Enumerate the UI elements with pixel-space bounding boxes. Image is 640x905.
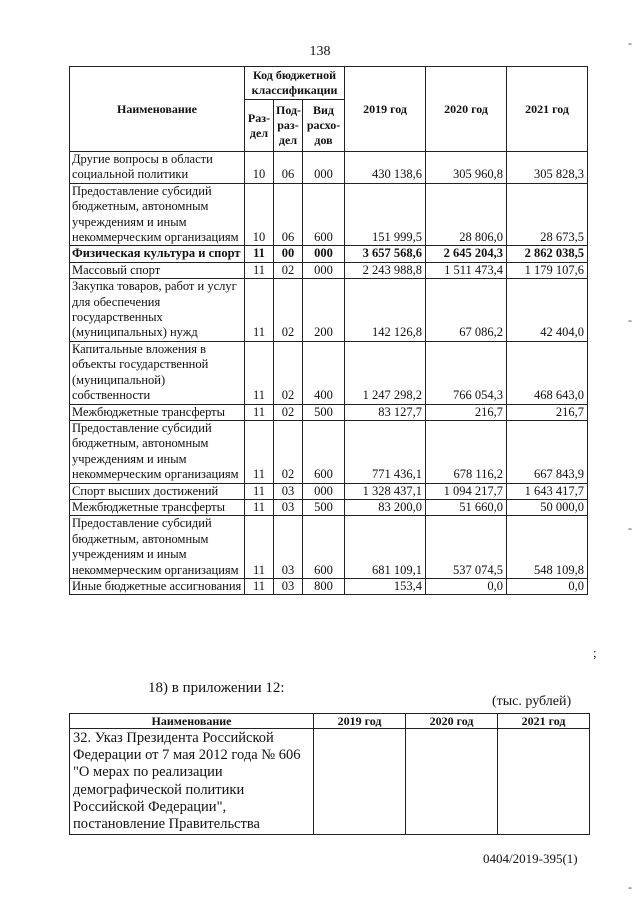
row-value-2021 — [498, 729, 590, 835]
trailing-semicolon: ; — [593, 645, 597, 660]
header-razdel: Раз- дел — [245, 100, 274, 152]
row-name: Спорт высших достижений — [70, 483, 245, 499]
table-row — [70, 341, 588, 404]
row-razdel: 11 — [245, 404, 274, 420]
header-name: Наименование — [70, 714, 314, 729]
row-value-2020: 2 645 204,3 — [426, 246, 507, 262]
row-value-2019: 3 657 568,6 — [345, 246, 426, 262]
row-podrazdel: 00 — [274, 246, 303, 262]
header-vid: Вид расхо- дов — [303, 100, 345, 152]
table-row — [70, 183, 588, 246]
row-vid: 500 — [303, 499, 345, 515]
table-row — [70, 152, 588, 184]
row-vid: 500 — [303, 404, 345, 420]
row-vid: 200 — [303, 279, 345, 342]
row-value-2020 — [406, 729, 498, 835]
row-value-2019: 2 243 988,8 — [345, 262, 426, 278]
row-razdel: 11 — [245, 246, 274, 262]
row-name: Физическая культура и спорт — [70, 246, 245, 262]
header-2020: 2020 год — [406, 714, 498, 729]
row-value-2020: 305 960,8 — [426, 152, 507, 184]
row-podrazdel: 02 — [274, 262, 303, 278]
row-podrazdel: 03 — [274, 499, 303, 515]
row-value-2020: 28 806,0 — [426, 183, 507, 246]
row-value-2019: 1 247 298,2 — [345, 341, 426, 404]
row-vid: 000 — [303, 483, 345, 499]
row-value-2019: 142 126,8 — [345, 279, 426, 342]
units-label: (тыс. рублей) — [492, 694, 572, 709]
row-vid: 600 — [303, 420, 345, 483]
row-razdel: 10 — [245, 152, 274, 184]
row-value-2019: 153,4 — [345, 578, 426, 594]
row-name: Межбюджетные трансферты — [70, 404, 245, 420]
table-row — [70, 246, 588, 262]
row-value-2020: 537 074,5 — [426, 516, 507, 579]
row-razdel: 11 — [245, 499, 274, 515]
row-value-2021: 28 673,5 — [507, 183, 588, 246]
row-value-2019: 151 999,5 — [345, 183, 426, 246]
row-value-2019: 83 127,7 — [345, 404, 426, 420]
row-name: Предоставление субсидий бюджетным, автономным учреждениям и иным некоммерческим организациям — [70, 420, 245, 483]
row-value-2021: 42 404,0 — [507, 279, 588, 342]
row-value-2020: 67 086,2 — [426, 279, 507, 342]
row-razdel: 11 — [245, 341, 274, 404]
row-name: Другие вопросы в области социальной политики — [70, 152, 245, 184]
row-value-2021: 667 843,9 — [507, 420, 588, 483]
row-name: Массовый спорт — [70, 262, 245, 278]
margin-mark: - — [628, 313, 632, 327]
row-razdel: 11 — [245, 516, 274, 579]
header-2019: 2019 год — [314, 714, 406, 729]
row-value-2020: 1 511 473,4 — [426, 262, 507, 278]
row-value-2021: 1 179 107,6 — [507, 262, 588, 278]
row-podrazdel: 03 — [274, 483, 303, 499]
header-name: Наименование — [70, 67, 245, 152]
row-vid: 600 — [303, 183, 345, 246]
row-name: Капитальные вложения в объекты государственной (муниципальной) собственности — [70, 341, 245, 404]
row-podrazdel: 03 — [274, 578, 303, 594]
header-podrazdel: Под- раз- дел — [274, 100, 303, 152]
row-value-2019: 83 200,0 — [345, 499, 426, 515]
row-razdel: 11 — [245, 483, 274, 499]
row-razdel: 11 — [245, 578, 274, 594]
document-code: 0404/2019-395(1) — [483, 851, 578, 866]
row-value-2019: 1 328 437,1 — [345, 483, 426, 499]
table-row — [70, 516, 588, 579]
row-razdel: 11 — [245, 279, 274, 342]
row-name: Предоставление субсидий бюджетным, автономным учреждениям и иным некоммерческим организациям — [70, 183, 245, 246]
table-row — [70, 279, 588, 342]
row-vid: 400 — [303, 341, 345, 404]
header-2021: 2021 год — [498, 714, 590, 729]
row-vid: 000 — [303, 246, 345, 262]
row-name: 32. Указ Президента Российской Федерации от 7 мая 2012 года № 606 "О мерах по реализации демографической политики Российской Федерации", постановление Правительства — [70, 729, 314, 835]
row-razdel: 11 — [245, 262, 274, 278]
table-row — [70, 420, 588, 483]
row-value-2021: 0,0 — [507, 578, 588, 594]
table-row — [70, 578, 588, 594]
row-value-2019: 430 138,6 — [345, 152, 426, 184]
row-podrazdel: 02 — [274, 341, 303, 404]
row-podrazdel: 02 — [274, 420, 303, 483]
row-value-2021: 548 109,8 — [507, 516, 588, 579]
row-name: Предоставление субсидий бюджетным, автономным учреждениям и иным некоммерческим организациям — [70, 516, 245, 579]
row-value-2021: 1 643 417,7 — [507, 483, 588, 499]
row-value-2021: 305 828,3 — [507, 152, 588, 184]
row-podrazdel: 06 — [274, 152, 303, 184]
header-2019: 2019 год — [345, 67, 426, 152]
annex-line: 18) в приложении 12: — [148, 680, 285, 696]
row-value-2020: 766 054,3 — [426, 341, 507, 404]
row-podrazdel: 02 — [274, 279, 303, 342]
margin-mark: - — [628, 36, 632, 50]
row-value-2021: 2 862 038,5 — [507, 246, 588, 262]
header-2020: 2020 год — [426, 67, 507, 152]
table-row — [70, 404, 588, 420]
row-vid: 000 — [303, 262, 345, 278]
table-row — [70, 262, 588, 278]
row-name: Иные бюджетные ассигнования — [70, 578, 245, 594]
row-value-2021: 216,7 — [507, 404, 588, 420]
row-value-2020: 0,0 — [426, 578, 507, 594]
budget-table-body — [70, 152, 588, 595]
row-name: Межбюджетные трансферты — [70, 499, 245, 515]
row-podrazdel: 02 — [274, 404, 303, 420]
header-code-group: Код бюджетной классификации — [245, 67, 345, 100]
row-podrazdel: 06 — [274, 183, 303, 246]
margin-mark: - — [628, 880, 632, 894]
table-row — [70, 483, 588, 499]
row-value-2020: 678 116,2 — [426, 420, 507, 483]
annex-table-body — [70, 729, 590, 835]
row-value-2019 — [314, 729, 406, 835]
row-razdel: 11 — [245, 420, 274, 483]
row-value-2021: 50 000,0 — [507, 499, 588, 515]
row-value-2019: 681 109,1 — [345, 516, 426, 579]
page-number: 138 — [309, 44, 331, 59]
row-razdel: 10 — [245, 183, 274, 246]
row-vid: 000 — [303, 152, 345, 184]
table-row — [70, 729, 590, 835]
margin-mark: - — [628, 521, 632, 535]
annex-table — [69, 713, 590, 835]
row-name: Закупка товаров, работ и услуг для обеспечения государственных (муниципальных) нужд — [70, 279, 245, 342]
budget-table — [69, 66, 588, 595]
row-podrazdel: 03 — [274, 516, 303, 579]
row-vid: 800 — [303, 578, 345, 594]
row-vid: 600 — [303, 516, 345, 579]
row-value-2020: 216,7 — [426, 404, 507, 420]
row-value-2021: 468 643,0 — [507, 341, 588, 404]
row-value-2019: 771 436,1 — [345, 420, 426, 483]
row-value-2020: 1 094 217,7 — [426, 483, 507, 499]
table-row — [70, 499, 588, 515]
row-value-2020: 51 660,0 — [426, 499, 507, 515]
header-2021: 2021 год — [507, 67, 588, 152]
